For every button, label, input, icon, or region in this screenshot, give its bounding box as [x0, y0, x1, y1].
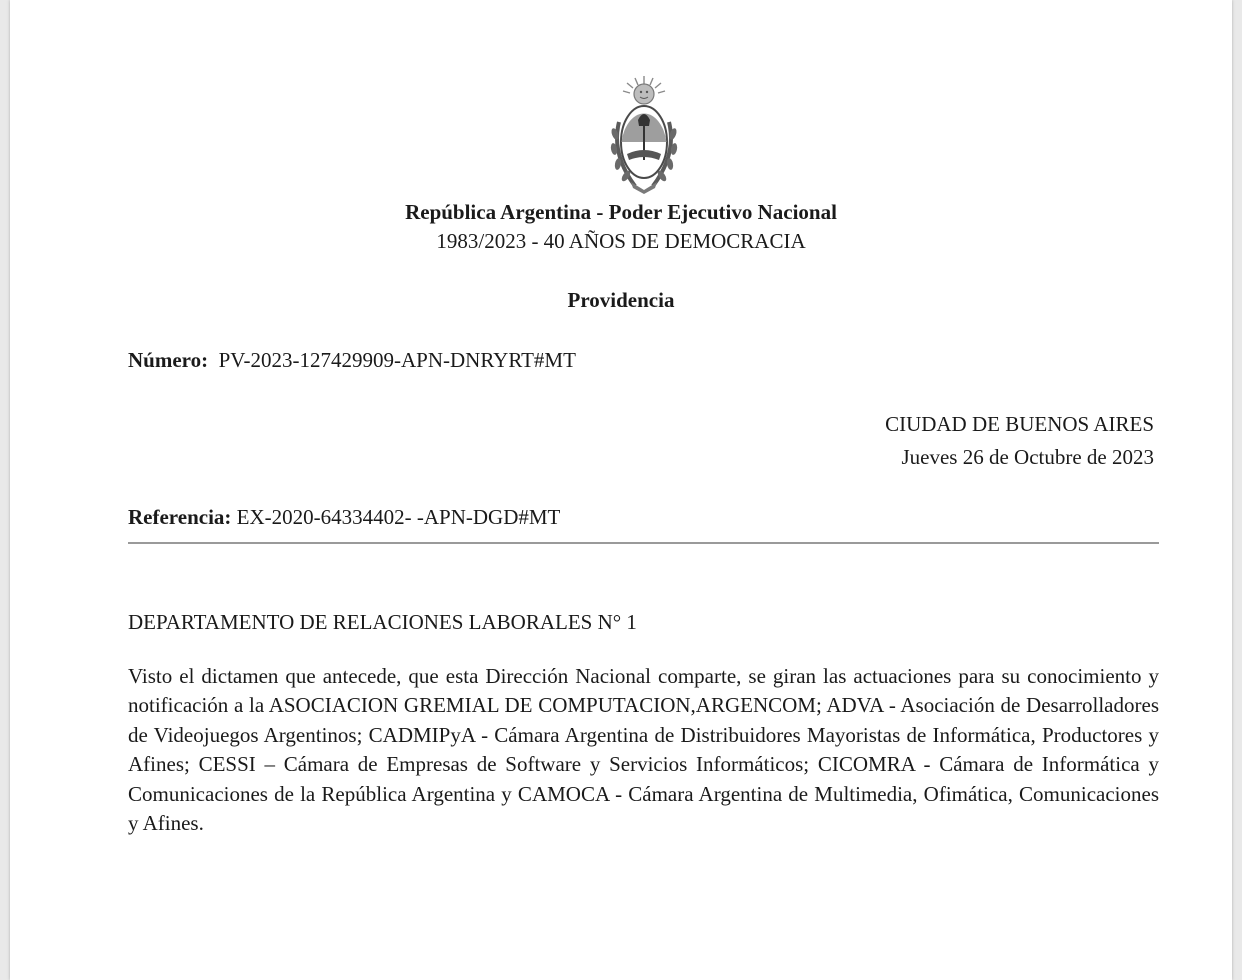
header-motto: 1983/2023 - 40 AÑOS DE DEMOCRACIA	[436, 229, 806, 253]
referencia-label: Referencia:	[128, 505, 232, 529]
header-title: República Argentina - Poder Ejecutivo Nacional	[405, 200, 837, 224]
referencia-value: EX-2020-64334402- -APN-DGD#MT	[236, 505, 561, 529]
document-type: Providencia	[567, 288, 675, 312]
date-line: Jueves 26 de Octubre de 2023	[901, 445, 1154, 469]
coat-of-arms-icon	[605, 74, 683, 196]
header-divider	[128, 542, 1159, 544]
numero-label: Número:	[128, 348, 209, 372]
numero-field	[128, 348, 576, 373]
department-heading: DEPARTAMENTO DE RELACIONES LABORALES N° 1	[128, 610, 637, 634]
referencia-field	[128, 505, 560, 530]
body-paragraph: Visto el dictamen que antecede, que esta Dirección Nacional comparte, se giran las actuaciones para su conocimiento y notificación a la ASOCIACION GREMIAL DE COMPUTACION,ARGENCOM; ADVA - Asociación de Desarrolladores de Videojuegos Argentinos; CADMIPyA - Cámara Argentina de Distribuidores Mayoristas de Informática, Productores y Afines; CESSI – Cámara de Empresas de Software y Servicios Informáticos; CICOMRA - Cámara de Informática y Comunicaciones de la República Argentina y CAMOCA - Cámara Argentina de Multimedia, Ofimática, Comunicaciones y Afines.	[128, 664, 1159, 836]
numero-value: PV-2023-127429909-APN-DNRYRT#MT	[218, 348, 576, 372]
document-page	[10, 0, 1232, 980]
city-line: CIUDAD DE BUENOS AIRES	[885, 412, 1154, 436]
